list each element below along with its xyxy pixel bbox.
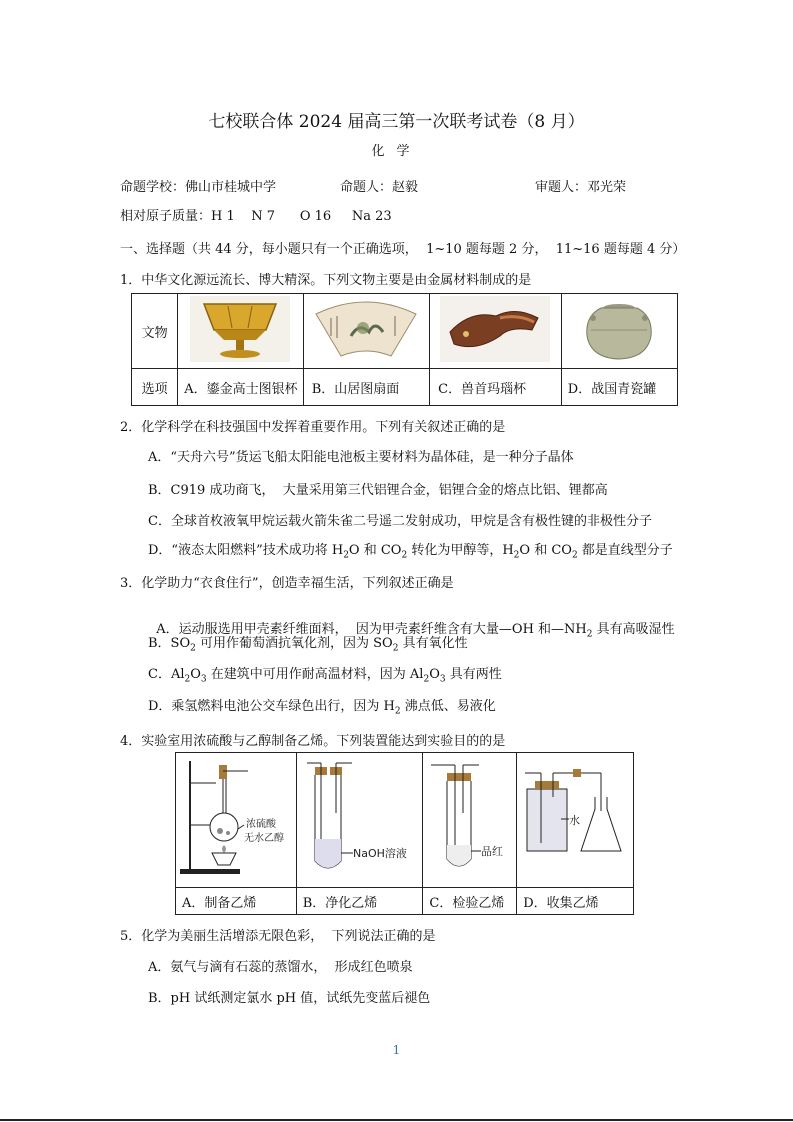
agate-rhyton-image <box>440 296 550 362</box>
q2-d-mid1: O 和 CO <box>348 543 402 558</box>
q1-stem: 1．中华文化源远流长、博大精深。下列文物主要是由金属材料制成的是 <box>120 273 532 288</box>
q3-c-mid1: O <box>190 667 201 682</box>
subscript: 2 <box>392 643 399 654</box>
q4-option-c: C．检验乙烯 <box>423 888 517 915</box>
q3-c-suffix: 具有两性 <box>445 667 502 682</box>
q3-b-suffix: 具有氧化性 <box>398 636 468 651</box>
q3-option-d <box>148 699 496 720</box>
q3-b-mid: 可用作葡萄酒抗氧化剂，因为 SO <box>195 636 393 651</box>
subscript: 2 <box>513 550 520 561</box>
q4-option-a: A．制备乙烯 <box>176 888 297 915</box>
subscript: 2 <box>423 674 430 685</box>
subscript: 2 <box>401 550 408 561</box>
label-naoh-solution: NaOH溶液 <box>352 847 407 860</box>
subscript: 2 <box>190 643 196 654</box>
q2-option-a: A．“天舟六号”货运飞船太阳能电池板主要材料为晶体硅，是一种分子晶体 <box>148 450 574 465</box>
label-conc-sulfuric-acid: 浓硫酸 <box>246 819 276 830</box>
q4-table <box>175 752 634 915</box>
q4-option-b: B．净化乙烯 <box>296 888 423 915</box>
q3-stem: 3．化学助力“衣食住行”，创造幸福生活，下列叙述正确是 <box>120 576 454 591</box>
subscript: 2 <box>571 550 578 561</box>
q4-option-d: D．收集乙烯 <box>517 888 634 915</box>
q3-b-prefix: B．SO <box>148 636 191 651</box>
q3-a-text: A．运动服选用甲壳素纤维面料， 因为甲壳素纤维含有大量—OH 和—NH <box>156 622 587 637</box>
q2-d-suffix: 都是直线型分子 <box>577 543 673 558</box>
q5-option-b: B．pH 试纸测定氯水 pH 值，试纸先变蓝后褪色 <box>148 991 431 1006</box>
q1-option-d: D．战国青瓷罐 <box>561 369 677 406</box>
label-fuchsin: 品红 <box>481 845 504 858</box>
q1-image-d <box>561 294 677 369</box>
q2-stem: 2．化学科学在科技强国中发挥着重要作用。下列有关叙述正确的是 <box>120 420 506 435</box>
q4-stem: 4．实验室用浓硫酸与乙醇制备乙烯。下列装置能达到实验目的的是 <box>120 734 506 749</box>
q2-option-d <box>148 543 673 564</box>
page-bottom-rule <box>0 1119 793 1121</box>
q2-option-c: C．全球首枚液氧甲烷运载火箭朱雀二号遥二发射成功，甲烷是含有极性键的非极性分子 <box>148 514 652 529</box>
q3-a-suffix: 具有高吸湿性 <box>592 622 675 637</box>
reviewer-info: 审题人：邓光荣 <box>535 180 627 195</box>
subject-title: 化学 <box>371 144 422 159</box>
school-info: 命题学校：佛山市桂城中学 <box>120 180 277 195</box>
q5-option-a: A．氨气与滴有石蕊的蒸馏水， 形成红色喷泉 <box>148 960 413 975</box>
ethylene-generator-diagram <box>176 753 294 883</box>
q3-c-prefix: C．Al <box>148 667 185 682</box>
author-info: 命题人：赵毅 <box>340 180 419 195</box>
q4-apparatus-a <box>176 753 297 888</box>
q3-option-b <box>148 636 468 657</box>
q1-image-c <box>430 294 562 369</box>
subscript: 2 <box>343 550 349 561</box>
q4-apparatus-c <box>423 753 517 888</box>
page-number: 1 <box>392 1043 401 1057</box>
q1-option-a: A．鎏金高士图银杯 <box>178 369 303 406</box>
q2-d-mid2: 转化为甲醇等，H <box>407 543 514 558</box>
q4-apparatus-b <box>296 753 423 888</box>
q1-option-c: C．兽首玛瑙杯 <box>430 369 562 406</box>
q3-d-suffix: 沸点低、易液化 <box>400 699 496 714</box>
q1-option-b: B．山居图扇面 <box>303 369 429 406</box>
subscript: 3 <box>200 674 207 685</box>
label-anhydrous-ethanol: 无水乙醇 <box>244 833 284 844</box>
section-heading: 一、选择题（共 44 分，每小题只有一个正确选项， 1~10 题每题 2 分， 11~16 题每题 4 分） <box>120 242 686 257</box>
gilded-silver-cup-image <box>190 296 290 362</box>
q3-c-mid2: 在建筑中可用作耐高温材料，因为 Al <box>206 667 424 682</box>
q2-option-b: B．C919 成功商飞， 大量采用第三代铝锂合金，铝锂合金的熔点比铝、锂都高 <box>148 483 608 498</box>
q3-d-prefix: D．乘氢燃料电池公交车绿色出行，因为 H <box>148 699 395 714</box>
exam-title: 七校联合体 2024 届高三第一次联考试卷（8 月） <box>208 112 585 132</box>
subscript: 2 <box>586 629 593 640</box>
q1-row-label-option: 选项 <box>132 369 178 406</box>
label-water: 水 <box>569 814 581 827</box>
q2-d-prefix: D．“液态太阳燃料”技术成功将 H <box>148 543 344 558</box>
subscript: 2 <box>394 706 401 717</box>
q1-image-a <box>178 294 303 369</box>
gas-collection-diagram <box>517 753 631 883</box>
q3-option-c <box>148 667 502 688</box>
fan-painting-image <box>311 296 421 362</box>
subscript: 3 <box>439 674 446 685</box>
q3-c-mid3: O <box>429 667 440 682</box>
q5-stem: 5．化学为美丽生活增添无限色彩， 下列说法正确的是 <box>120 929 436 944</box>
atomic-mass-line: 相对原子质量：H 1 N 7 O 16 Na 23 <box>120 209 392 224</box>
q1-table <box>131 293 678 406</box>
q1-row-label-relic: 文物 <box>132 294 178 369</box>
subscript: 2 <box>184 674 191 685</box>
naoh-washer-diagram <box>297 753 421 883</box>
q2-d-mid3: O 和 CO <box>519 543 572 558</box>
fuchsin-test-diagram <box>423 753 515 883</box>
q1-image-b <box>303 294 429 369</box>
celadon-jar-image <box>579 296 659 362</box>
q4-apparatus-d <box>517 753 634 888</box>
